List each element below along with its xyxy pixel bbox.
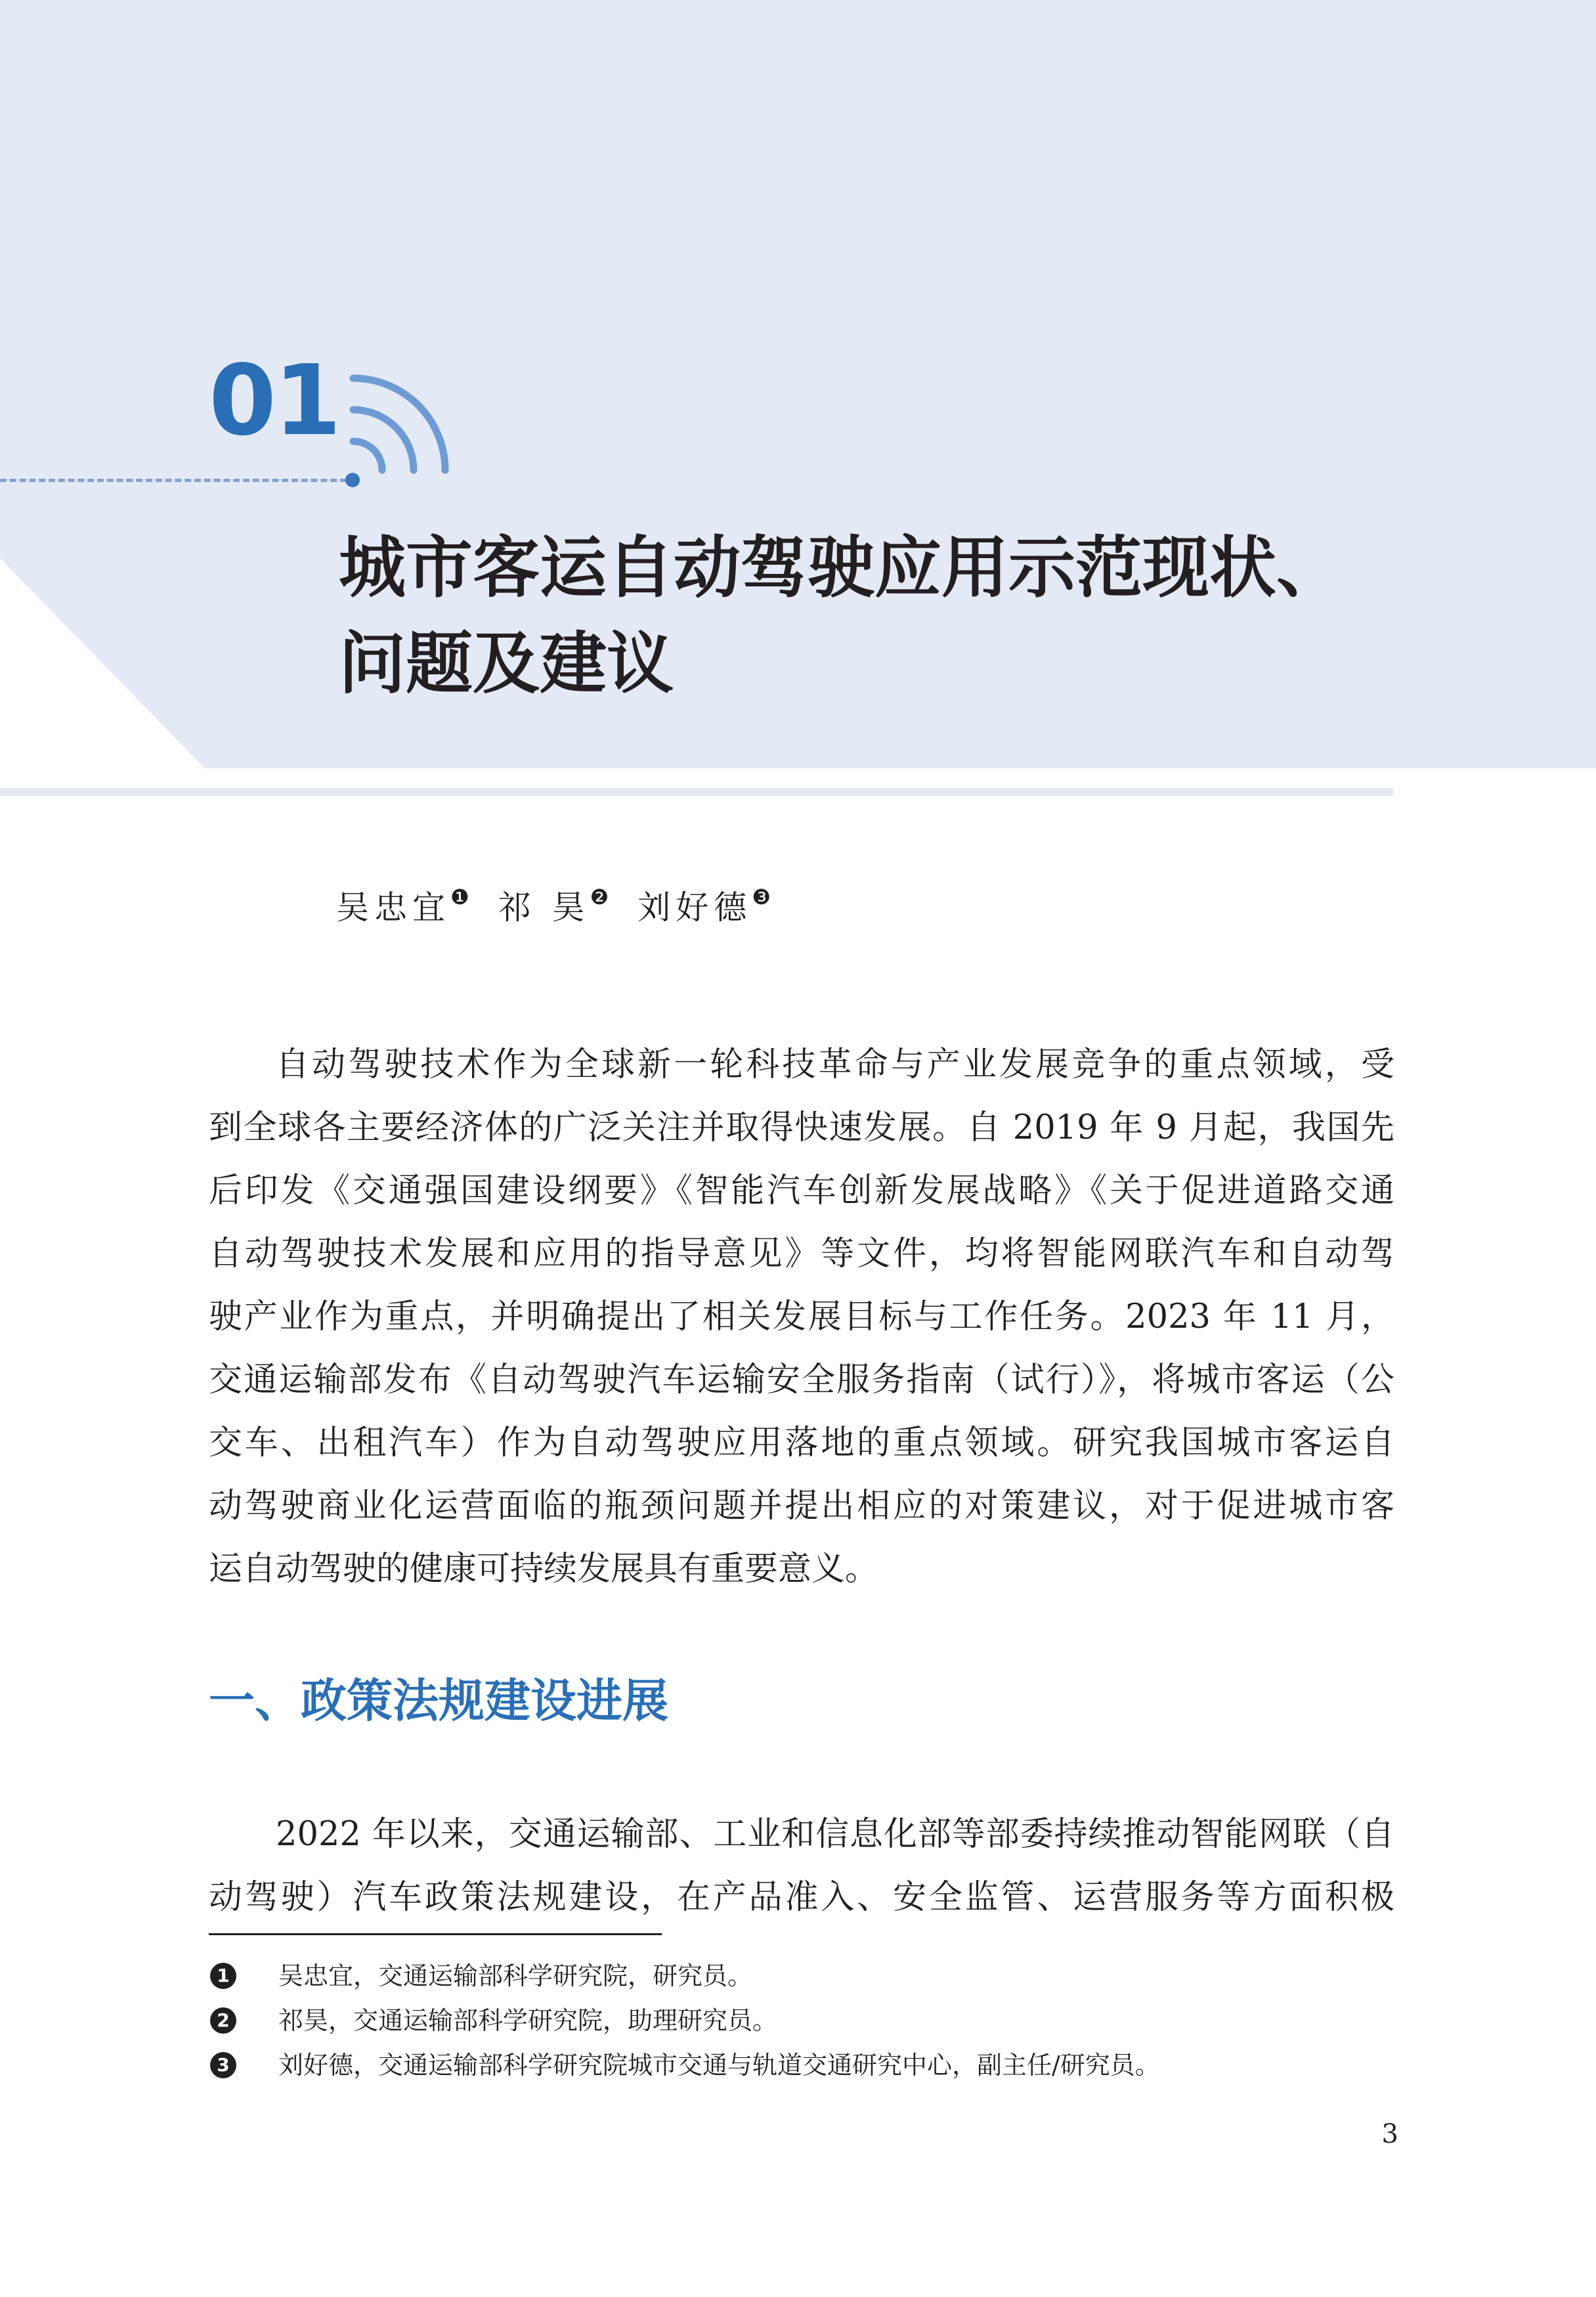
paragraph-line: 运自动驾驶的健康可持续发展具有重要意义。 [209, 1550, 879, 1588]
footnote-text: 吴忠宜，交通运输部科学研究院，研究员。 [278, 1961, 753, 1990]
chapter-title [339, 521, 1389, 712]
footnote [217, 2043, 1160, 2088]
footnote-marker: 3 [210, 2052, 236, 2078]
paragraph-line: 自动驾驶技术发展和应用的指导意见》等文件，均将智能网联汽车和自动驾 [209, 1235, 1394, 1273]
footnote [217, 1998, 1160, 2043]
paragraph-line: 后印发《交通强国建设纲要》《智能汽车创新发展战略》《关于促进道路交通 [209, 1171, 1394, 1210]
chapter-title-line: 城市客运自动驾驶应用示范现状、 [339, 529, 1343, 607]
footnote-text: 刘好德，交通运输部科学研究院城市交通与轨道交通研究中心，副主任/研究员。 [278, 2051, 1160, 2080]
footnote [217, 1954, 1160, 1998]
footnote-ref: ❶ [450, 885, 469, 909]
paragraph-line: 2022 年以来，交通运输部、工业和信息化部等部委持续推动智能网联（自 [276, 1815, 1394, 1854]
footnote-marker: 1 [210, 1963, 236, 1989]
footnote-list [217, 1954, 1160, 2088]
chapter-title-line: 问题及建议 [339, 625, 674, 703]
paragraph-line: 交通运输部发布《自动驾驶汽车运输安全服务指南（试行）》，将城市客运（公 [209, 1361, 1394, 1399]
footnote-ref: ❷ [590, 885, 609, 909]
intro-paragraph [209, 1034, 1394, 1601]
paragraph-line: 自动驾驶技术作为全球新一轮科技革命与产业发展竞争的重点领域，受 [276, 1045, 1394, 1084]
dotted-line [0, 479, 347, 482]
paragraph-line: 驶产业作为重点，并明确提出了相关发展目标与工作任务。2023 年 11 月， [209, 1298, 1394, 1336]
author-name: 祁 昊 [498, 888, 590, 927]
wifi-signal-icon [348, 368, 460, 486]
section-paragraph [209, 1803, 1394, 1929]
paragraph-line: 到全球各主要经济体的广泛关注并取得快速发展。自 2019 年 9 月起，我国先 [209, 1108, 1394, 1147]
author-name: 吴忠宜 [336, 888, 450, 927]
paragraph-line: 交车、出租汽车）作为自动驾驶应用落地的重点领域。研究我国城市客运自 [209, 1424, 1394, 1462]
footnote-ref: ❸ [752, 885, 771, 909]
footnote-divider [209, 1933, 662, 1935]
section-heading: 一、政策法规建设进展 [209, 1674, 668, 1728]
author-name: 刘好德 [637, 888, 752, 927]
paragraph-line: 动驾驶商业化运营面临的瓶颈问题并提出相应的对策建议，对于促进城市客 [209, 1487, 1394, 1525]
paragraph-line: 动驾驶）汽车政策法规建设，在产品准入、安全监管、运营服务等方面积极 [209, 1878, 1394, 1917]
chapter-number: 01 [209, 344, 339, 457]
page-number: 3 [1381, 2119, 1398, 2149]
footnote-text: 祁昊，交通运输部科学研究院，助理研究员。 [278, 2006, 778, 2035]
header-divider [0, 788, 1393, 796]
footnote-marker: 2 [210, 2007, 236, 2034]
author-list [336, 871, 771, 934]
